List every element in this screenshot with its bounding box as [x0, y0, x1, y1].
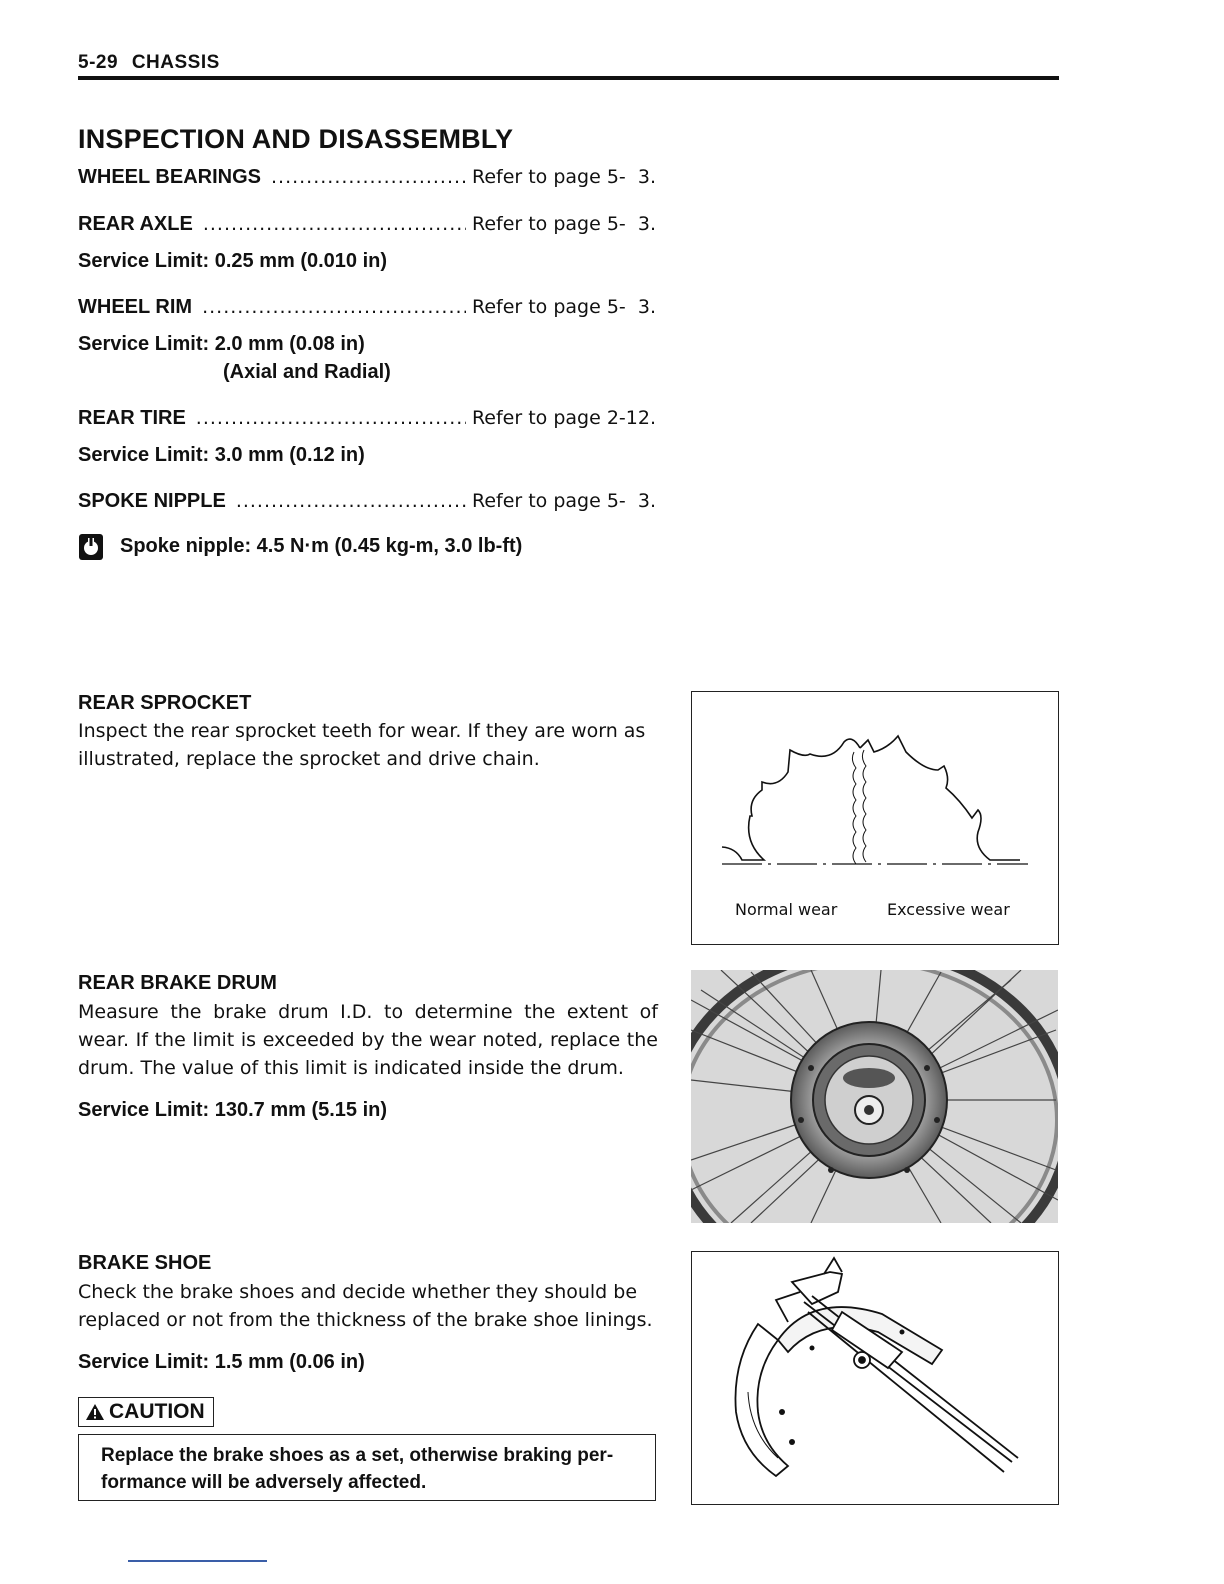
- ref-label: SPOKE NIPPLE: [78, 490, 226, 512]
- ref-value: Refer to page 5- 3.: [471, 490, 656, 512]
- brake-shoe-text: Check the brake shoes and decide whether they should be replaced or not from the thickness of the brake shoe linings.: [78, 1281, 653, 1331]
- ref-value: Refer to page 5- 3.: [471, 213, 656, 235]
- caption-excessive-wear: Excessive wear: [887, 900, 1010, 919]
- rear-brake-drum-heading: REAR BRAKE DRUM: [78, 972, 277, 994]
- warning-triangle-icon: [85, 1403, 105, 1421]
- ref-value: Refer to page 2-12.: [471, 407, 656, 429]
- caution-label: [78, 1397, 214, 1427]
- ref-row-wheel-rim: [78, 296, 656, 322]
- leader-dots: [203, 213, 466, 235]
- ref-label: REAR TIRE: [78, 407, 186, 429]
- brake-shoe-figure: [691, 1251, 1059, 1505]
- wheel-rim-limit-note: (Axial and Radial): [223, 361, 391, 383]
- rear-sprocket-heading: REAR SPROCKET: [78, 692, 252, 714]
- page-title: INSPECTION AND DISASSEMBLY: [78, 124, 514, 154]
- ref-label: WHEEL RIM: [78, 296, 193, 318]
- page-number: 5-29: [78, 52, 119, 73]
- rear-brake-drum-text: Measure the brake drum I.D. to determine the extent of wear. If the limit is exceeded by the wear noted, replace the drum. The value of this limit is indicated inside the drum.: [78, 1001, 658, 1079]
- ref-value: Refer to page 5- 3.: [471, 166, 656, 188]
- section-name: CHASSIS: [131, 52, 220, 73]
- wheel-hub-illustration: [691, 970, 1058, 1223]
- leader-dots: [236, 490, 466, 512]
- header-rule: [78, 76, 1059, 80]
- sprocket-wear-figure: [691, 691, 1059, 945]
- leader-dots: [196, 407, 466, 429]
- brake-shoe-caliper-drawing: [692, 1252, 1058, 1504]
- caution-box: Replace the brake shoes as a set, otherwise braking per-formance will be adversely affected.: [78, 1434, 656, 1501]
- leader-dots: [271, 166, 466, 188]
- sprocket-diagram: [692, 692, 1058, 892]
- page-header: [78, 52, 220, 74]
- footer-link-line: [128, 1560, 267, 1562]
- ref-row-spoke-nipple: [78, 490, 656, 516]
- brake-drum-photo: [691, 970, 1058, 1223]
- torque-spec: Spoke nipple: 4.5 N·m (0.45 kg-m, 3.0 lb-ft): [120, 535, 523, 557]
- leader-dots: [202, 296, 466, 318]
- ref-label: REAR AXLE: [78, 213, 193, 235]
- brake-drum-limit: Service Limit: 130.7 mm (5.15 in): [78, 1099, 388, 1121]
- brake-shoe-heading: BRAKE SHOE: [78, 1252, 212, 1274]
- ref-row-rear-tire: [78, 407, 656, 433]
- brake-shoe-limit: Service Limit: 1.5 mm (0.06 in): [78, 1351, 365, 1373]
- ref-row-rear-axle: [78, 213, 656, 239]
- wheel-rim-limit: Service Limit: 2.0 mm (0.08 in): [78, 333, 365, 355]
- rear-tire-limit: Service Limit: 3.0 mm (0.12 in): [78, 444, 365, 466]
- caption-normal-wear: Normal wear: [735, 900, 838, 919]
- rear-sprocket-text: Inspect the rear sprocket teeth for wear. If they are worn as illustrated, replace the sprocket and drive chain.: [78, 720, 646, 770]
- ref-value: Refer to page 5- 3.: [471, 296, 656, 318]
- ref-label: WHEEL BEARINGS: [78, 166, 261, 188]
- ref-row-wheel-bearings: [78, 166, 656, 192]
- rear-axle-limit: Service Limit: 0.25 mm (0.010 in): [78, 250, 388, 272]
- caution-label-text: CAUTION: [109, 1400, 205, 1423]
- torque-wrench-icon: [78, 533, 104, 561]
